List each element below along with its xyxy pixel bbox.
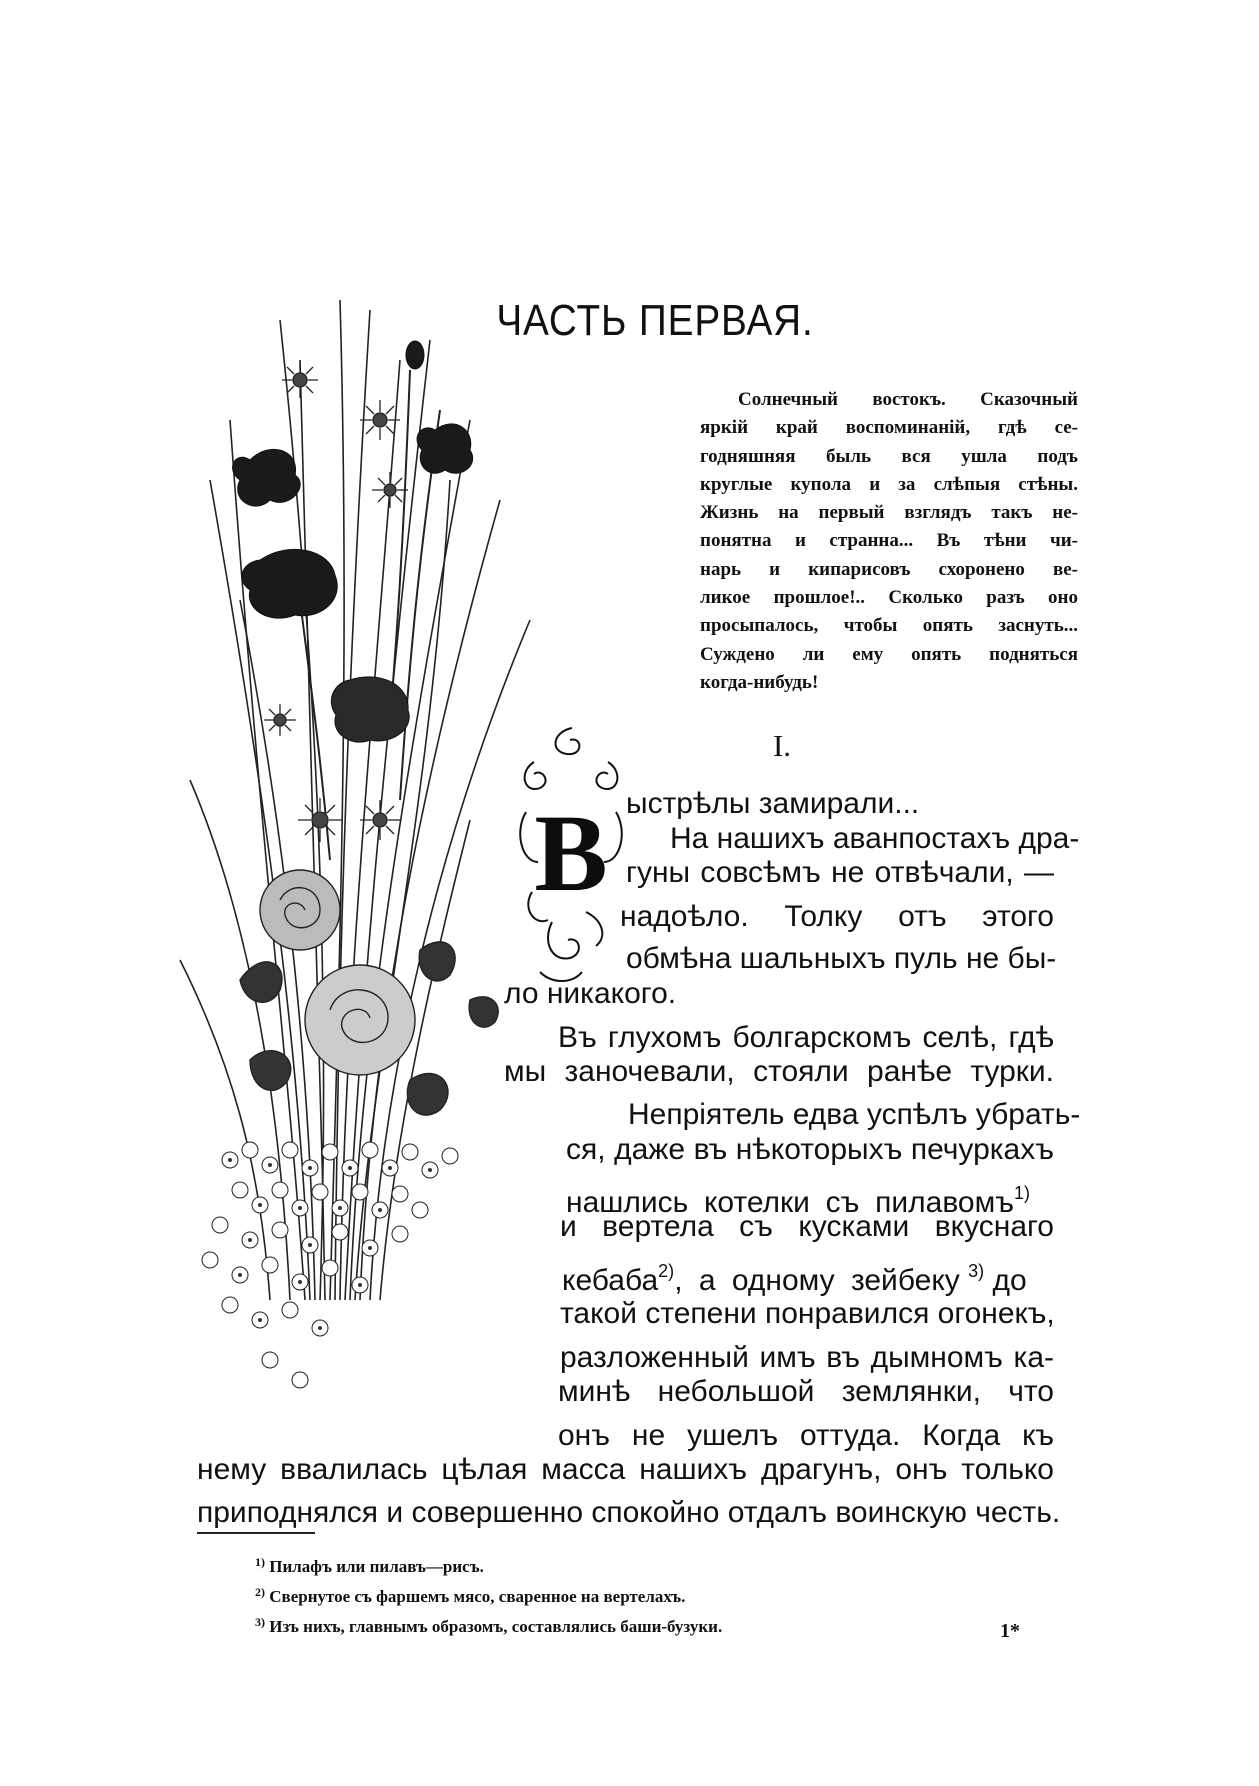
body-line: Въ глухомъ болгарскомъ селѣ, гдѣ bbox=[558, 1021, 1054, 1054]
body-line: ыстрѣлы замирали... bbox=[626, 787, 920, 820]
epigraph bbox=[700, 386, 1078, 697]
footnote-text: Изъ нихъ, главнымъ образомъ, составлялись баши-бузуки. bbox=[269, 1617, 723, 1636]
body-line: обмѣна шальныхъ пуль не бы- bbox=[626, 942, 1057, 975]
epigraph-line: круглые купола и за слѣпыя стѣны. bbox=[700, 473, 1078, 495]
body-line-text: до bbox=[992, 1264, 1027, 1297]
epigraph-line: когда-нибудь! bbox=[700, 671, 819, 693]
body-line: минѣ небольшой землянки, что bbox=[558, 1375, 1054, 1408]
epigraph-line: ликое прошлое!.. Сколько разъ оно bbox=[700, 587, 1078, 609]
footnote bbox=[255, 1607, 975, 1637]
body-line-text: , а одному зейбеку bbox=[674, 1264, 960, 1297]
body-line: такой степени понравился огонекъ, bbox=[560, 1297, 1055, 1330]
body-line: приподнялся и совершенно спокойно отдалъ воинскую честь. bbox=[197, 1496, 1061, 1529]
epigraph-line: годняшняя быль вся ушла подъ bbox=[700, 445, 1078, 467]
footnote-mark: 1) bbox=[255, 1555, 265, 1569]
epigraph-line: Жизнь на первый взглядъ такъ не- bbox=[700, 502, 1078, 524]
footnote-mark: 3) bbox=[255, 1615, 265, 1629]
body-line: и вертела съ кусками вкуснаго bbox=[560, 1210, 1054, 1243]
body-line: онъ не ушелъ оттуда. Когда къ bbox=[558, 1419, 1054, 1452]
footnote-divider bbox=[197, 1532, 315, 1534]
body-line: гуны совсѣмъ не отвѣчали, — bbox=[626, 856, 1054, 889]
footnote-ref: 3) bbox=[968, 1261, 985, 1281]
footnote-text: Пилафъ или пилавъ—рисъ. bbox=[269, 1557, 484, 1576]
epigraph-line: понятна и странна... Въ тѣни чи- bbox=[700, 530, 1078, 552]
epigraph-line: яркій край воспоминаній, гдѣ се- bbox=[700, 417, 1078, 439]
epigraph-line: просыпалось, чтобы опять заснуть... bbox=[700, 615, 1078, 637]
body-line: нему ввалилась цѣлая масса нашихъ драгунъ, онъ только bbox=[197, 1453, 1054, 1486]
body-line-text: кебаба bbox=[562, 1264, 659, 1297]
body-line: На нашихъ аванпостахъ дра- bbox=[670, 822, 1080, 855]
body-line: Непріятель едва успѣлъ убрать- bbox=[628, 1098, 1081, 1131]
body-line: ло никакого. bbox=[504, 977, 677, 1010]
chapter-number: I. bbox=[772, 728, 792, 763]
epigraph-line: Солнечный востокъ. Сказочный bbox=[738, 389, 1078, 410]
body-line-text: нашлись котелки съ пилавомъ bbox=[566, 1186, 1014, 1219]
footnotes bbox=[255, 1547, 975, 1637]
drop-cap bbox=[512, 722, 630, 990]
part-title: ЧАСТЬ ПЕРВАЯ. bbox=[496, 296, 814, 345]
body-line: ся, даже въ нѣкоторыхъ печуркахъ bbox=[566, 1133, 1054, 1166]
body-line: мы заночевали, стояли ранѣе турки. bbox=[504, 1055, 1054, 1088]
signature-mark: 1* bbox=[1000, 1620, 1020, 1642]
footnote-ref: 1) bbox=[1014, 1183, 1031, 1203]
footnote-mark: 2) bbox=[255, 1585, 265, 1599]
footnote bbox=[255, 1577, 975, 1607]
epigraph-line: нарь и кипарисовъ схоронено ве- bbox=[700, 558, 1078, 580]
body-line: надоѣло. Толку отъ этого bbox=[620, 900, 1054, 933]
footnote-ref: 2) bbox=[658, 1261, 675, 1281]
body-line bbox=[562, 1250, 1054, 1297]
footnote bbox=[255, 1547, 975, 1577]
footnote-text: Свернутое съ фаршемъ мясо, сваренное на вертелахъ. bbox=[269, 1587, 686, 1606]
drop-cap-letter: В bbox=[534, 792, 608, 914]
epigraph-line: Суждено ли ему опять подняться bbox=[700, 643, 1078, 665]
body-line: разложенный имъ въ дымномъ ка- bbox=[560, 1341, 1054, 1374]
